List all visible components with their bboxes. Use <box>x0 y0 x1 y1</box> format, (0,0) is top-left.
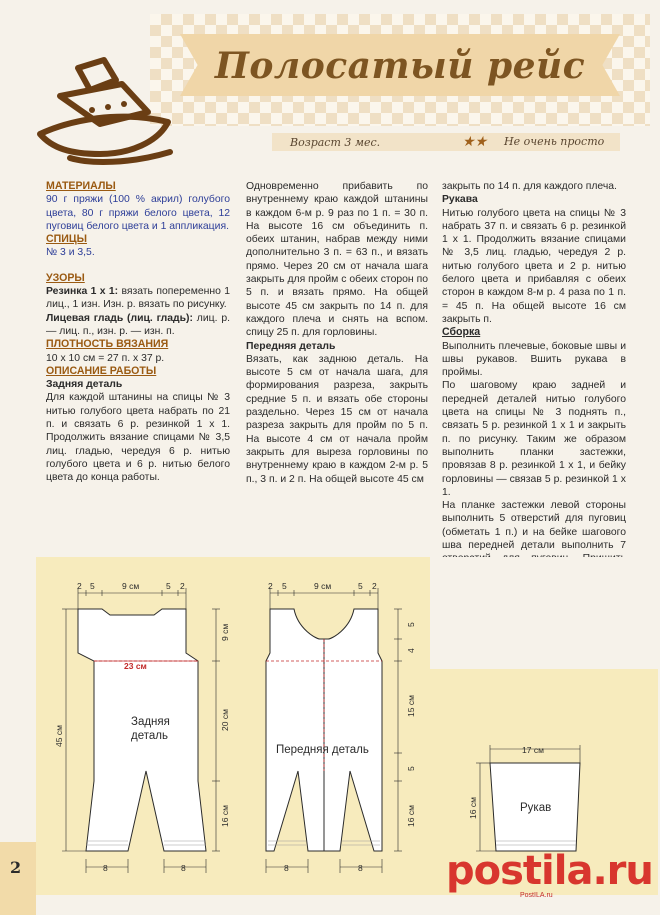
back-top-dim-5: 2 <box>180 581 185 591</box>
back-top-dim-1: 2 <box>77 581 82 591</box>
text-column-2 <box>246 180 428 486</box>
needles-heading: СПИЦЫ <box>46 233 87 246</box>
watermark: postila.ru <box>446 848 653 894</box>
back-label-line-1: Задняя <box>131 716 170 728</box>
sleeve-text: Нитью голубого цвета на спицы № 3 набрать 37 п. и связать 6 р. резинкой 1 х 1. Продолжить вязание спицами № 3,5 лиц. гладью, чередуя 2 р. нитью голубого цвета и 2 р. нитью белого цвета и прибавляя с обеих сторон в каждом 8-м р. 4 раза по 1 п. = 45 п. На общей высоте 16 см закрыть п. <box>442 207 626 325</box>
schematics <box>36 557 658 895</box>
page-number: 2 <box>10 858 22 877</box>
density-text: 10 х 10 см = 27 п. х 37 р. <box>46 352 165 364</box>
back-top-dim-4: 5 <box>166 581 171 591</box>
watermark-subtext: PostILA.ru <box>520 892 553 899</box>
front-label: Передняя деталь <box>276 744 369 756</box>
back-piece-text: Для каждой штанины на спицы № 3 нитью голубого цвета набрать по 21 п. и связать 6 р. резинкой 1 х 1. Продолжить вязание спицами № 3,5 лиц. гладью, чередуя 6 р. нитью голубого цвета и 6 р. нитью белого цвета до конца работы. <box>46 392 230 484</box>
ship-icon <box>30 50 180 170</box>
back-top-dim-3: 9 см <box>122 581 140 591</box>
sleeve-width-dim: 17 см <box>522 745 544 755</box>
front-crotch-dim: 5 <box>406 766 416 771</box>
stockinette-pattern <box>46 312 230 339</box>
materials-text: 90 г пряжи (100 % акрил) голубого цвета, 80 г пряжи белого цвета, 12 пуговиц белого цвета и 1 аппликация. <box>46 194 230 232</box>
front-piece-heading: Передняя деталь <box>246 340 336 352</box>
needles-text: № 3 и 3,5. <box>46 247 95 259</box>
description-heading: ОПИСАНИЕ РАБОТЫ <box>46 364 157 377</box>
stockinette-text: лиц. р. — лиц. п., изн. р. — изн. п. <box>46 312 230 337</box>
sleeve-height-dim: 16 см <box>468 797 478 819</box>
text-column-3 <box>442 180 626 592</box>
front-piece-continued: закрыть по 14 п. для каждого плеча. <box>442 181 617 192</box>
back-piece-continued: Одновременно прибавить по внутреннему краю каждой штанины в каждом 6-м р. 9 раз по 1 п. = 30 п. На высоте 16 см объединить п. обеих штанин, набрав между ними дополнительно 3 п. = 63 п., и вязать прямо. Через 20 см от начала шага закрыть для пройм с обеих сторон по 5 п. и вязать прямо. На общей высоте 45 см закрыть по 14 п. для каждого плеча и снять на вспом. спицу 25 п. для горловины. <box>246 181 428 339</box>
front-top-dim-2: 5 <box>282 581 287 591</box>
back-piece-heading: Задняя деталь <box>46 379 123 391</box>
front-piece-text: Вязать, как заднюю деталь. На высоте 5 см от начала шага, для формирования разреза, закрыть средние 5 п. и вязать обе стороны раздельно. Через 15 см от начала разреза закрыть для пройм по 5 п. На высоте 4 см от начала пройм закрыть для выреза горловины по внутреннему краю в каждом 2-м р. 5 п., 3 п. и 2 п. На общей высоте 45 см <box>246 353 428 485</box>
front-top-dim-1: 2 <box>268 581 273 591</box>
front-top-dim-4: 5 <box>358 581 363 591</box>
back-width-dim: 23 см <box>124 661 147 671</box>
rib-text: вязать попеременно 1 лиц., 1 изн. Изн. р. вязать по рисунку. <box>46 286 230 311</box>
front-bottom-dim-2: 8 <box>358 863 363 873</box>
text-column-1 <box>46 180 230 485</box>
patterns-heading: УЗОРЫ <box>46 271 85 284</box>
page-title: Полосатый рейс <box>214 45 586 87</box>
materials-heading: МАТЕРИАЛЫ <box>46 180 116 192</box>
sleeve-heading: Рукава <box>442 194 478 206</box>
front-leg-dim: 16 см <box>406 805 416 827</box>
front-neck-dim: 5 <box>406 622 416 627</box>
back-leg-dim: 16 см <box>220 805 230 827</box>
back-armhole-dim: 9 см <box>220 623 230 641</box>
rib-label: Резинка 1 х 1: <box>46 286 119 298</box>
front-top-dim-3: 9 см <box>314 581 332 591</box>
age-label: Возраст 3 мес. <box>290 135 381 149</box>
back-top-dim-2: 5 <box>90 581 95 591</box>
difficulty-stars-icon: ★★ <box>462 134 488 150</box>
back-label-line-2: деталь <box>131 730 168 742</box>
back-bottom-dim-1: 8 <box>103 863 108 873</box>
density-heading: ПЛОТНОСТЬ ВЯЗАНИЯ <box>46 338 169 351</box>
age-difficulty-bar <box>272 133 620 151</box>
front-bottom-dim-1: 8 <box>284 863 289 873</box>
front-armhole-dim: 4 <box>406 648 416 653</box>
assembly-heading: Сборка <box>442 326 481 339</box>
front-slit-dim: 15 см <box>406 695 416 717</box>
assembly-text-2: По шаговому краю задней и передней деталей нитью голубого цвета на спицы № 3 поднять п., связать 5 р. резинкой 1 х 1 и закрыть п. по рисунку. Таким же образом выполнить планки застежки, провязав 8 р. резинкой 1 х 1, и бейку горловины — связав 5 р. резинкой 1 х 1. <box>442 380 626 498</box>
stockinette-label: Лицевая гладь (лиц. гладь): <box>46 312 193 324</box>
sleeve-label: Рукав <box>520 802 552 814</box>
assembly-text-3: На планке застежки левой стороны выполнить 5 отверстий для пуговиц (обметать 1 п.) и на бейке шагового шва передней детали выполнить 7 <box>442 500 626 552</box>
assembly-text-1: Выполнить плечевые, боковые швы и швы рукавов. Вшить рукава в проймы. <box>442 340 626 379</box>
page-corner-bar <box>0 842 36 915</box>
back-bottom-dim-2: 8 <box>181 863 186 873</box>
difficulty-label: Не очень просто <box>504 135 605 148</box>
back-body-dim: 20 см <box>220 709 230 731</box>
front-top-dim-5: 2 <box>372 581 377 591</box>
back-total-height: 45 см <box>54 725 64 747</box>
rib-pattern <box>46 285 230 312</box>
